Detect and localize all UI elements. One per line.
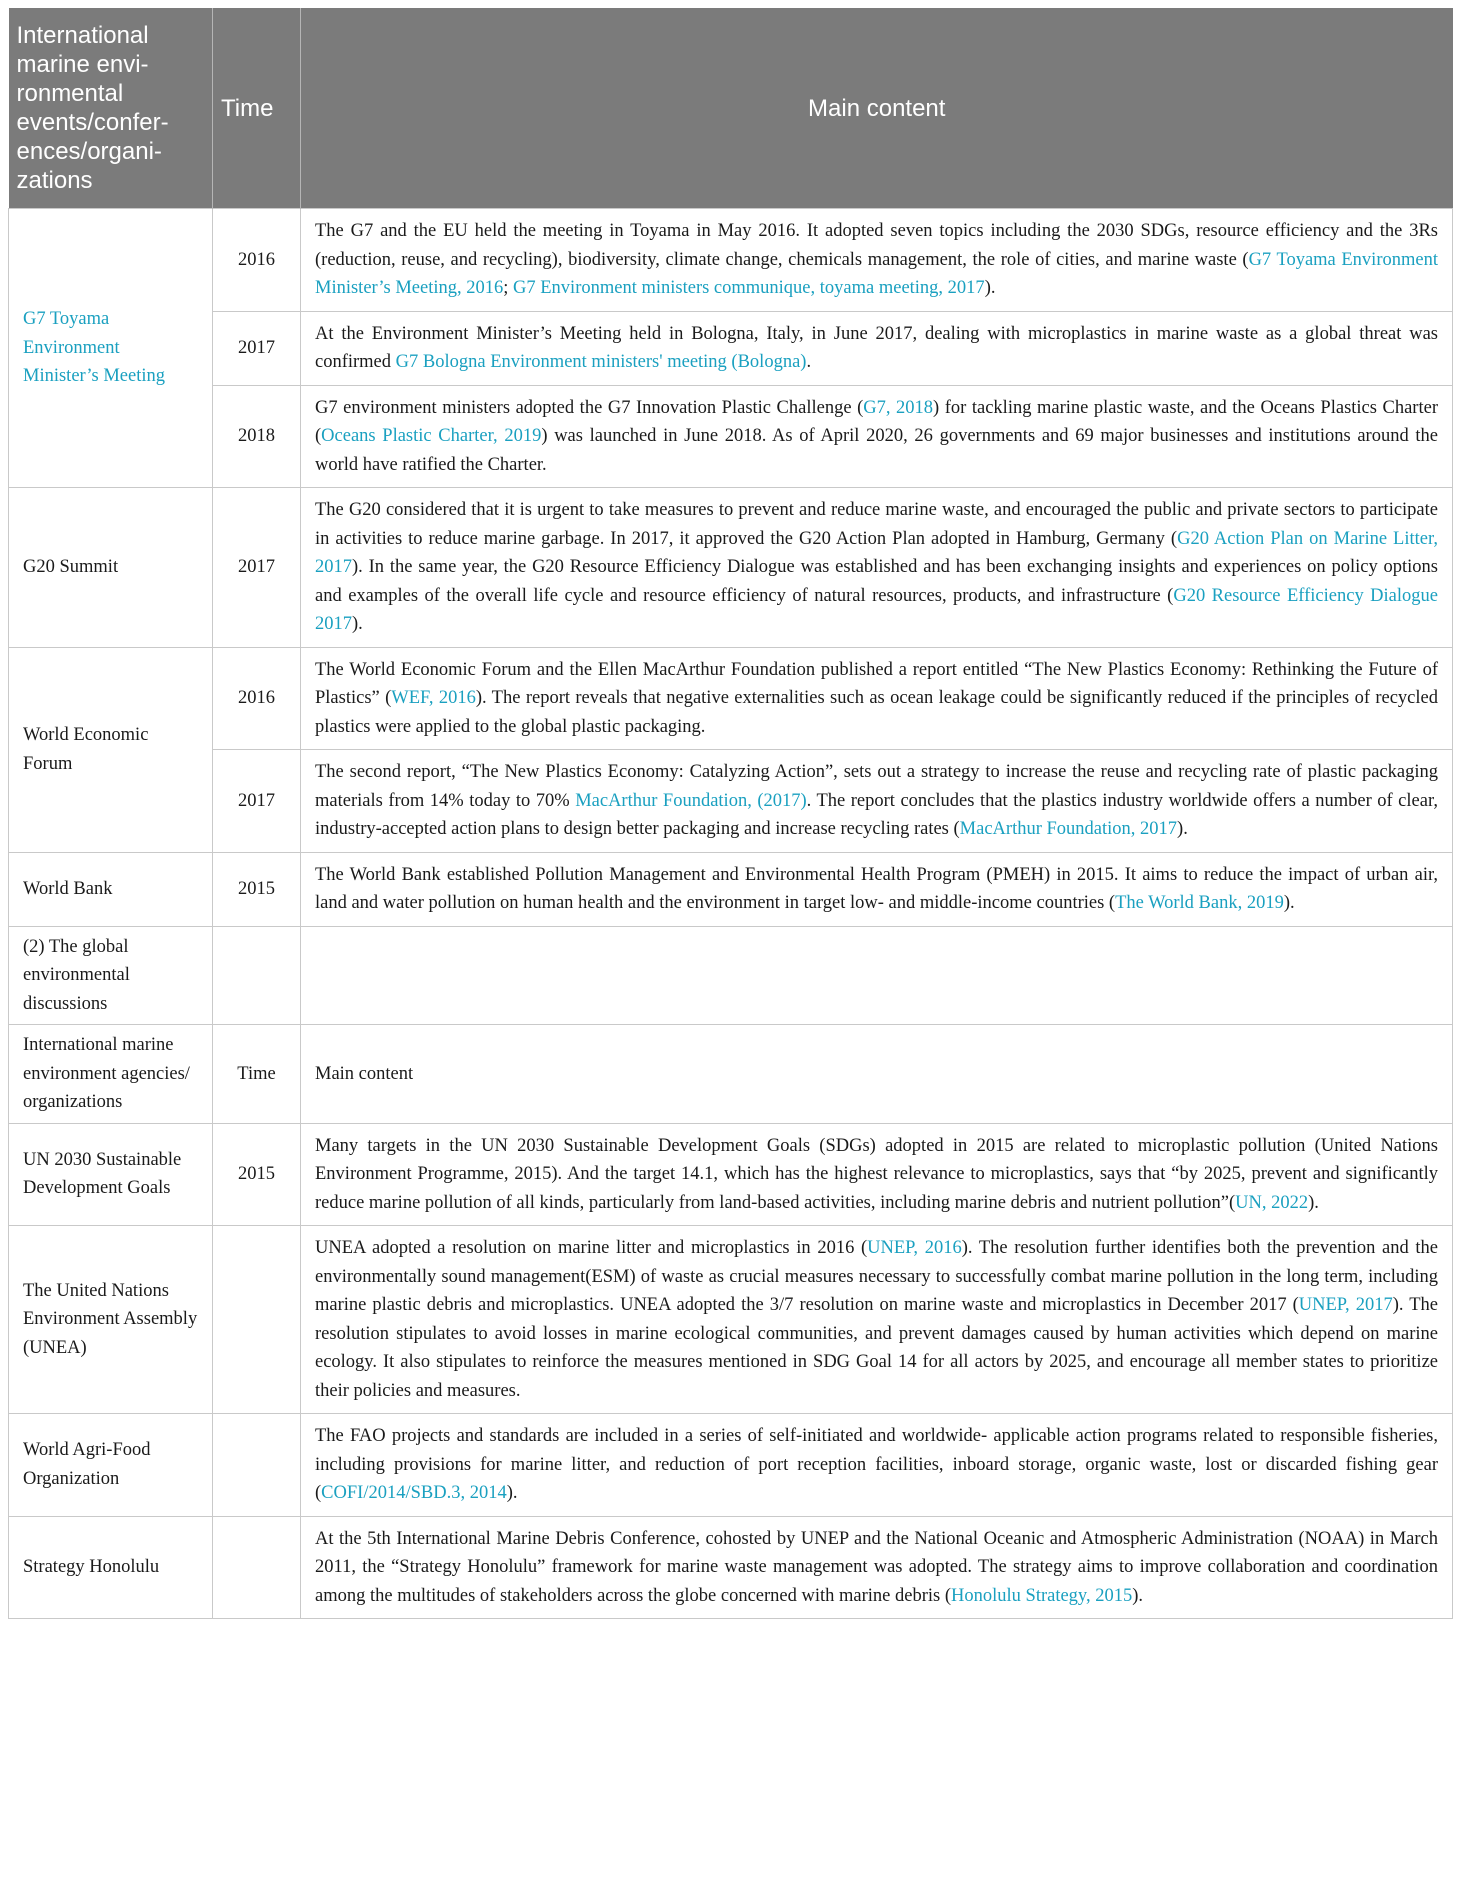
reference-link[interactable]: UNEP, 2016 — [867, 1238, 962, 1258]
time-cell — [213, 1414, 301, 1517]
content-cell — [301, 209, 1453, 312]
content-text: ). In the same year, the G20 Resource Efficiency Dialogue was established and has been exchanging insights and experiences on policy options and examples of the overall life cycle and resource efficiency of natural resources, products, and infrastructure ( — [315, 557, 1438, 606]
table-row — [9, 647, 1453, 750]
table-row — [9, 1226, 1453, 1414]
org-cell-wef: World Economic Forum — [9, 647, 213, 852]
org-cell-fao: World Agri-Food Organization — [9, 1414, 213, 1517]
org-cell-world-bank: World Bank — [9, 852, 213, 926]
content-cell — [301, 1226, 1453, 1414]
content-text: ). — [1177, 819, 1188, 839]
content-text: The second report, “The New Plastics Economy: Catalyzing Action”, sets out a strategy to increase the reuse and recycling rate of plastic packaging materials from 14% today to 70% — [315, 762, 1438, 811]
reference-link[interactable]: MacArthur Foundation, 2017 — [959, 819, 1178, 839]
policy-table-container — [8, 8, 1452, 1619]
reference-link[interactable]: G7 Toyama Environment Minister’s Meeting, 2016 — [315, 249, 1438, 298]
content-text: The FAO projects and standards are included in a series of self-initiated and worldwide- applicable action programs related to responsible fisheries, including provisions for marine litter, and reduction of port reception facilities, inboard storage, organic waste, lost or discarded fishing gear ( — [315, 1426, 1438, 1503]
reference-link[interactable]: Honolulu Strategy, 2015 — [951, 1585, 1133, 1606]
content-text: ) for tackling marine plastic waste, and the Oceans Plastics Charter ( — [315, 397, 1438, 446]
table-row — [9, 1414, 1453, 1517]
header-row — [9, 8, 1453, 209]
content-cell — [301, 488, 1453, 648]
reference-link[interactable]: UNEP, 2017 — [1298, 1295, 1393, 1315]
reference-link[interactable]: COFI/2014/SBD.3, 2014 — [321, 1483, 507, 1503]
table-row — [9, 926, 1453, 1025]
content-text: ; — [503, 278, 514, 298]
reference-link[interactable]: G20 Resource Efficiency Dialogue 2017 — [315, 585, 1438, 634]
reference-link[interactable]: WEF, 2016 — [391, 688, 476, 708]
time-cell: 2015 — [213, 1123, 301, 1226]
content-text: ). The resolution stipulates to avoid losses in marine ecological communities, and prevent damages caused by human activities which depend on marine ecology. It also stipulates to reinforce the measures mentioned in SDG Goal 14 for all actors by 2025, and encourage all member states to prioritize their policies and measures. — [315, 1295, 1438, 1401]
content-cell — [301, 852, 1453, 926]
content-text: ). The resolution further identifies both the prevention and the environmentally sound management(ESM) of waste as crucial measures necessary to successfully combat marine pollution in the long term, including marine plastic debris and microplastics. UNEA adopted the 3/7 resolution on marine waste and microplastics in December 2017 ( — [315, 1238, 1439, 1315]
content-cell — [301, 1123, 1453, 1226]
content-text: Many targets in the UN 2030 Sustainable Development Goals (SDGs) adopted in 2015 are related to microplastic pollution (United Nations Environment Programme, 2015). And the target 14.1, which has the highest relevance to microplastics, says that “by 2025, prevent and significantly reduce marine pollution of all kinds, particularly from land-based activities, including marine debris and nutrient pollution”( — [315, 1135, 1438, 1213]
content-text: At the Environment Minister’s Meeting held in Bologna, Italy, in June 2017, dealing with microplastics in marine waste as a global threat was confirmed — [315, 323, 1438, 372]
time-cell: 2016 — [213, 209, 301, 312]
time-cell: 2017 — [213, 311, 301, 385]
table-row — [9, 311, 1453, 385]
header-time: Time — [213, 8, 301, 209]
table-row — [9, 1025, 1453, 1124]
header-main-content: Main content — [301, 8, 1453, 209]
reference-link[interactable]: The World Bank, 2019 — [1115, 893, 1284, 913]
header-organizations: International marine envi-ronmental events/confer-ences/organi-zations — [9, 8, 213, 209]
empty-cell — [301, 926, 1453, 1025]
time-cell — [213, 1516, 301, 1619]
subheader-organizations: International marine environment agencies/ organizations — [9, 1025, 213, 1124]
table-row — [9, 488, 1453, 648]
org-cell-sdg: UN 2030 Sustainable Development Goals — [9, 1123, 213, 1226]
table-body — [9, 209, 1453, 1619]
content-cell — [301, 750, 1453, 853]
content-text: ) was launched in June 2018. As of April 2020, 26 governments and 69 major businesses and institutions around the world have ratified the Charter. — [315, 426, 1438, 475]
reference-link[interactable]: G7 Environment ministers communique, toyama meeting, 2017 — [513, 278, 985, 298]
content-text: ). — [984, 278, 996, 298]
content-text: The G7 and the EU held the meeting in Toyama in May 2016. It adopted seven topics including the 2030 SDGs, resource efficiency and the 3Rs (reduction, reuse, and recycling), biodiversity, climate change, chemicals management, the role of cities, and marine waste ( — [315, 221, 1438, 270]
section-label: (2) The global environmental discussions — [9, 926, 213, 1025]
org-cell-g20: G20 Summit — [9, 488, 213, 648]
table-row — [9, 1516, 1453, 1619]
content-text: ). The report reveals that negative externalities such as ocean leakage could be significantly reduced if the principles of recycled plastics were applied to the global plastic packaging. — [315, 688, 1438, 737]
subheader-time: Time — [213, 1025, 301, 1124]
content-cell — [301, 647, 1453, 750]
empty-cell — [213, 926, 301, 1025]
content-text: G7 environment ministers adopted the G7 Innovation Plastic Challenge ( — [315, 397, 864, 418]
content-text: . — [806, 352, 812, 372]
content-text: ). — [352, 614, 363, 634]
content-text: ). — [1308, 1192, 1319, 1213]
table-row — [9, 385, 1453, 488]
content-cell — [301, 311, 1453, 385]
org-cell-g7[interactable] — [9, 209, 213, 488]
content-text: . The report concludes that the plastics industry worldwide offers a number of clear, industry-accepted action plans to design better packaging and increase recycling rates ( — [315, 790, 1438, 839]
org-link-g7[interactable]: G7 Toyama Environment Minister’s Meeting — [23, 309, 165, 387]
content-text: ). — [506, 1483, 518, 1503]
content-text: The World Economic Forum and the Ellen MacArthur Foundation published a report entitled “The New Plastics Economy: Rethinking the Future of Plastics” ( — [315, 659, 1438, 708]
reference-link[interactable]: MacArthur Foundation, (2017) — [575, 790, 807, 811]
reference-link[interactable]: UN, 2022 — [1235, 1192, 1309, 1213]
content-text: At the 5th International Marine Debris Conference, cohosted by UNEP and the National Oceanic and Atmospheric Administration (NOAA) in March 2011, the “Strategy Honolulu” framework for marine waste management was adopted. The strategy aims to improve collaboration and coordination among the multitudes of stakeholders across the globe concerned with marine debris ( — [315, 1528, 1438, 1606]
org-cell-unea: The United Nations Environment Assembly (UNEA) — [9, 1226, 213, 1414]
time-cell: 2015 — [213, 852, 301, 926]
content-text: ). — [1132, 1585, 1144, 1606]
table-row — [9, 852, 1453, 926]
time-cell: 2016 — [213, 647, 301, 750]
subheader-main-content: Main content — [301, 1025, 1453, 1124]
content-text: UNEA adopted a resolution on marine litter and microplastics in 2016 ( — [315, 1238, 868, 1258]
reference-link[interactable]: G7, 2018 — [863, 397, 934, 418]
reference-link[interactable]: Oceans Plastic Charter, 2019 — [321, 426, 542, 446]
time-cell: 2017 — [213, 488, 301, 648]
time-cell: 2017 — [213, 750, 301, 853]
marine-environment-table — [8, 8, 1453, 1619]
time-cell: 2018 — [213, 385, 301, 488]
table-row — [9, 750, 1453, 853]
content-cell — [301, 1516, 1453, 1619]
content-cell — [301, 385, 1453, 488]
table-header — [9, 8, 1453, 209]
content-text: The World Bank established Pollution Management and Environmental Health Program (PMEH) in 2015. It aims to reduce the impact of urban air, land and water pollution on human health and the environment in target low- and middle-income countries ( — [315, 864, 1438, 913]
reference-link[interactable]: G7 Bologna Environment ministers' meeting (Bologna) — [395, 352, 807, 372]
content-cell — [301, 1414, 1453, 1517]
content-text: ). — [1283, 893, 1295, 913]
reference-link[interactable]: G20 Action Plan on Marine Litter, 2017 — [315, 528, 1439, 577]
time-cell — [213, 1226, 301, 1414]
org-cell-honolulu: Strategy Honolulu — [9, 1516, 213, 1619]
content-text: The G20 considered that it is urgent to take measures to prevent and reduce marine waste, and encouraged the public and private sectors to participate in activities to reduce marine garbage. In 2017, it approved the G20 Action Plan adopted in Hamburg, Germany ( — [315, 500, 1438, 549]
table-row — [9, 1123, 1453, 1226]
table-row — [9, 209, 1453, 312]
